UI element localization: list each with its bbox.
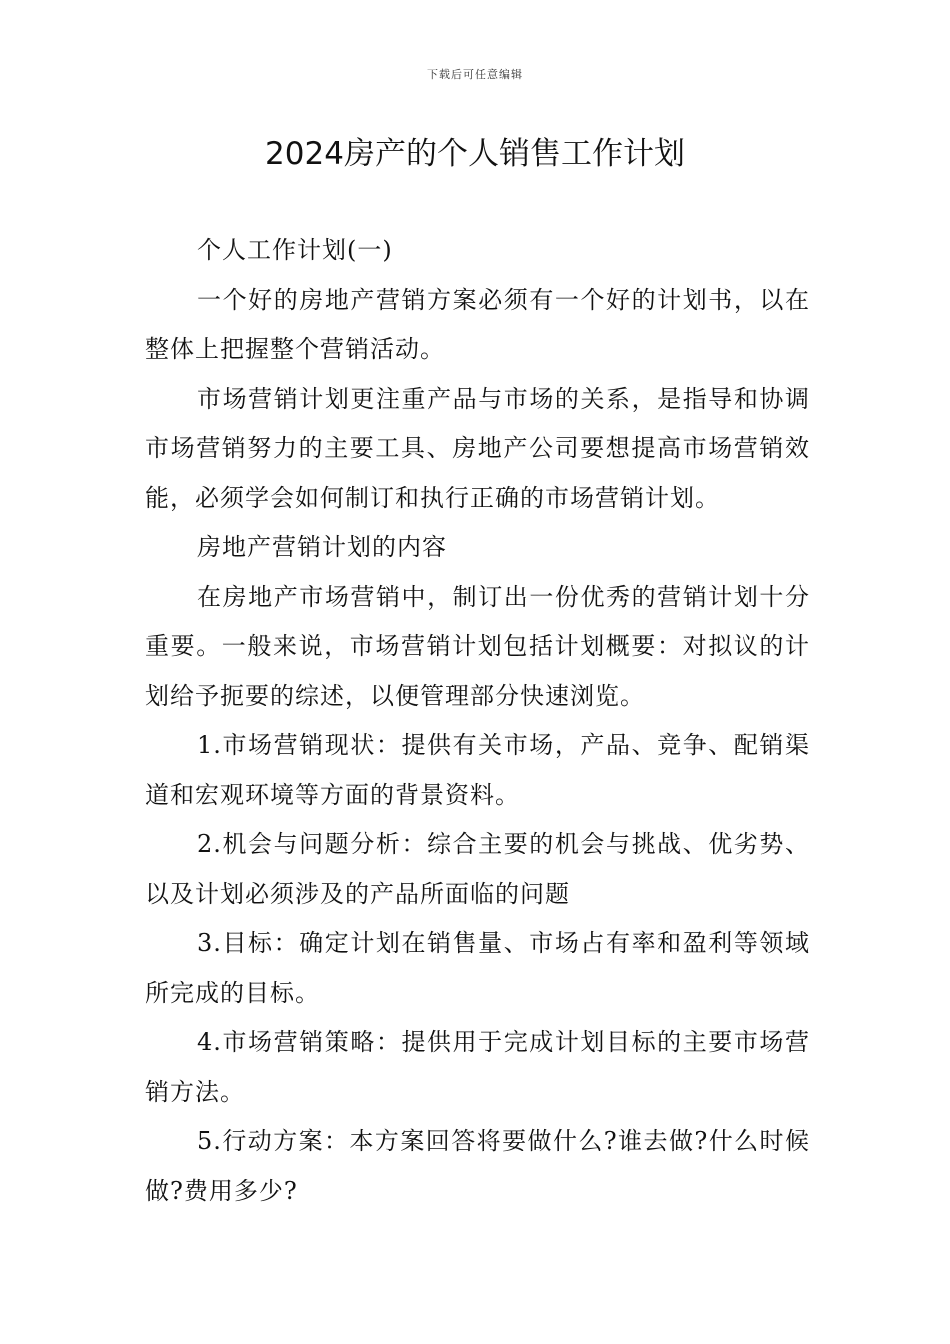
- paragraph: 市场营销计划更注重产品与市场的关系，是指导和协调市场营销努力的主要工具、房地产公司要想提高市场营销效能，必须学会如何制订和执行正确的市场营销计划。: [145, 384, 810, 512]
- list-item: 1.市场营销现状：提供有关市场，产品、竞争、配销渠道和宏观环境等方面的背景资料。: [145, 731, 810, 809]
- paragraph: 在房地产市场营销中，制订出一份优秀的营销计划十分重要。一般来说，市场营销计划包括计划概要：对拟议的计划给予扼要的综述，以便管理部分快速浏览。: [145, 582, 810, 710]
- paragraph: 一个好的房地产营销方案必须有一个好的计划书，以在整体上把握整个营销活动。: [145, 285, 810, 363]
- list-item: 2.机会与问题分析：综合主要的机会与挑战、优劣势、以及计划必须涉及的产品所面临的问题: [145, 830, 810, 908]
- document-title: 2024房产的个人销售工作计划: [265, 136, 685, 172]
- list-item: 4.市场营销策略：提供用于完成计划目标的主要市场营销方法。: [145, 1028, 810, 1106]
- header-note: 下载后可任意编辑: [427, 68, 523, 81]
- paragraph-subheading: 房地产营销计划的内容: [197, 533, 447, 561]
- list-item: 3.目标：确定计划在销售量、市场占有率和盈利等领域所完成的目标。: [145, 929, 810, 1007]
- paragraph-section-heading: 个人工作计划(一): [197, 236, 393, 264]
- document-body: [145, 226, 810, 1216]
- list-item: 5.行动方案：本方案回答将要做什么?谁去做?什么时候做?费用多少?: [145, 1127, 810, 1205]
